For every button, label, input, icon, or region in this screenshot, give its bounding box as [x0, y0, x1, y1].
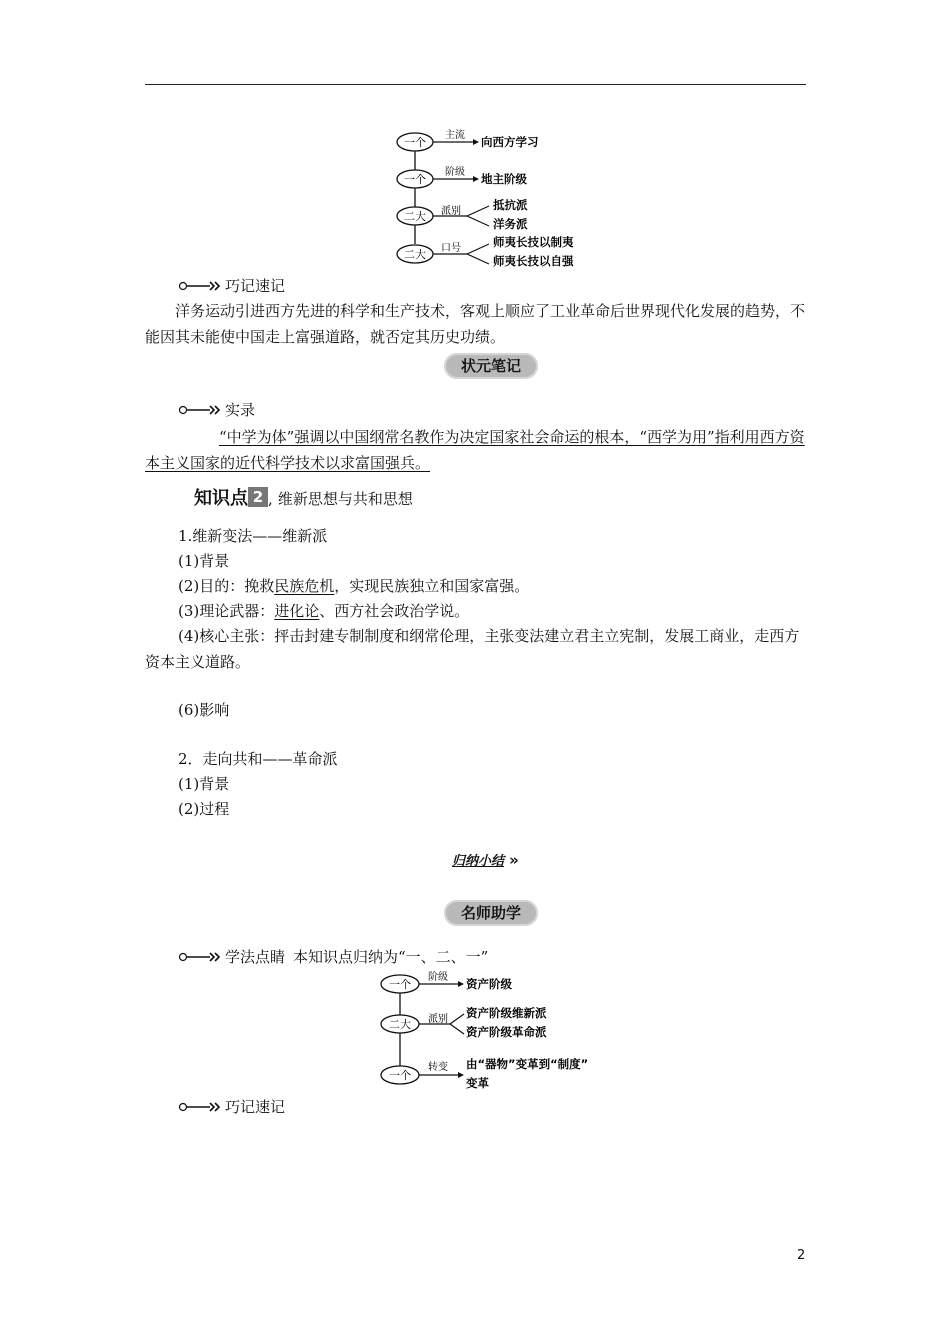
method-heading — [178, 945, 488, 969]
node-label: 二大 — [389, 1018, 411, 1031]
diagram-row-3 — [397, 198, 528, 231]
edge-label: 转变 — [428, 1062, 448, 1073]
diagram-row-2 — [381, 1006, 547, 1039]
memo-label: 巧记速记 — [225, 277, 286, 295]
banner-top-scholar-notes: 状元笔记 — [444, 353, 538, 379]
section-1-theory: (3)理论武器：进化论、西方社会政治学说。 — [178, 602, 470, 620]
double-chevron-icon: » — [509, 851, 519, 869]
edge-label: 主流 — [445, 130, 465, 141]
diagram-row-1 — [381, 971, 512, 993]
method-text: 本知识点归纳为“一、二、一” — [293, 948, 489, 966]
node-label: 二大 — [404, 210, 426, 223]
mind-map-diagram-2 — [378, 970, 618, 1092]
edge-label: 阶级 — [445, 167, 465, 178]
diagram-row-2 — [397, 166, 527, 188]
section-2-process: (2)过程 — [178, 800, 230, 818]
bullet-arrow-icon — [178, 952, 222, 962]
page-number: 2 — [797, 1248, 806, 1263]
section-2-background: (1)背景 — [178, 775, 230, 793]
node-label: 一个 — [389, 978, 411, 991]
edge-label: 派别 — [441, 206, 461, 217]
node-label: 一个 — [404, 136, 426, 149]
section-1-background: (1)背景 — [178, 552, 230, 570]
target-label: 师夷长技以自强 — [493, 254, 574, 268]
edge-label: 阶级 — [428, 972, 448, 983]
underlined-term: 民族危机 — [274, 577, 335, 595]
section-1-goal: (2)目的：挽救民族危机，实现民族独立和国家富强。 — [178, 577, 530, 595]
target-label: 洋务派 — [493, 217, 528, 231]
memo-heading-2 — [178, 1095, 285, 1119]
diagram-row-3 — [381, 1057, 588, 1090]
underlined-term: 进化论 — [274, 602, 320, 620]
section-1-impact: (6)影响 — [178, 701, 230, 719]
method-label: 学法点睛 — [225, 948, 286, 966]
memo-paragraph-1: 洋务运动引进西方先进的科学和生产技术，客观上顺应了工业革命后世界现代化发展的趋势，不能因其未能使中国走上富强道路，就否定其历史功绩。 — [145, 302, 806, 346]
summary-label: 归纳小结 — [452, 854, 505, 869]
edge-label: 口号 — [441, 243, 461, 254]
section-1-core: (4)核心主张：抨击封建专制制度和纲常伦理，主张变法建立君主立宪制，发展工商业，走西方资本主义道路。 — [145, 627, 800, 671]
node-label: 二大 — [404, 248, 426, 261]
knowledge-point-number: 2 — [248, 487, 268, 507]
memo-heading-1 — [178, 274, 285, 298]
target-label: 地主阶级 — [481, 172, 527, 186]
bullet-arrow-icon — [178, 405, 222, 415]
target-label: 资产阶级 — [466, 977, 512, 991]
target-label: 资产阶级革命派 — [466, 1025, 547, 1039]
record-paragraph — [145, 424, 807, 476]
record-heading — [178, 398, 255, 422]
mind-map-diagram-1 — [395, 124, 595, 272]
header-rule — [145, 84, 806, 85]
bullet-arrow-icon — [178, 281, 222, 291]
record-label: 实录 — [225, 401, 256, 419]
target-label: 变革 — [466, 1076, 489, 1090]
section-2-heading: 2．走向共和——革命派 — [178, 750, 338, 768]
target-label: 向西方学习 — [481, 135, 539, 149]
summary-heading — [452, 850, 519, 869]
node-label: 一个 — [389, 1069, 411, 1082]
edge-label: 派别 — [428, 1014, 448, 1025]
bullet-arrow-icon — [178, 1102, 222, 1112]
target-label: 抵抗派 — [493, 198, 528, 212]
node-label: 一个 — [404, 173, 426, 186]
diagram-row-4 — [397, 235, 574, 268]
target-label: 师夷长技以制夷 — [493, 235, 574, 249]
banner-teacher-help: 名师助学 — [444, 900, 538, 926]
knowledge-point-heading: 知识点 2 , 维新思想与共和思想 — [194, 488, 413, 509]
diagram-row-1 — [397, 128, 539, 151]
memo-label: 巧记速记 — [225, 1098, 286, 1116]
knowledge-point-title: 知识点 — [194, 488, 248, 509]
record-text: “中学为体”强调以中国纲常名教作为决定国家社会命运的根本，“西学为用”指利用西方资本主义国家的近代科学技术以求富国强兵。 — [145, 428, 805, 472]
section-1-heading: 1.维新变法——维新派 — [178, 527, 328, 545]
target-label: 资产阶级维新派 — [466, 1006, 547, 1020]
target-label: 由“器物”变革到“制度” — [466, 1057, 589, 1071]
knowledge-point-subtitle: 维新思想与共和思想 — [277, 490, 413, 508]
